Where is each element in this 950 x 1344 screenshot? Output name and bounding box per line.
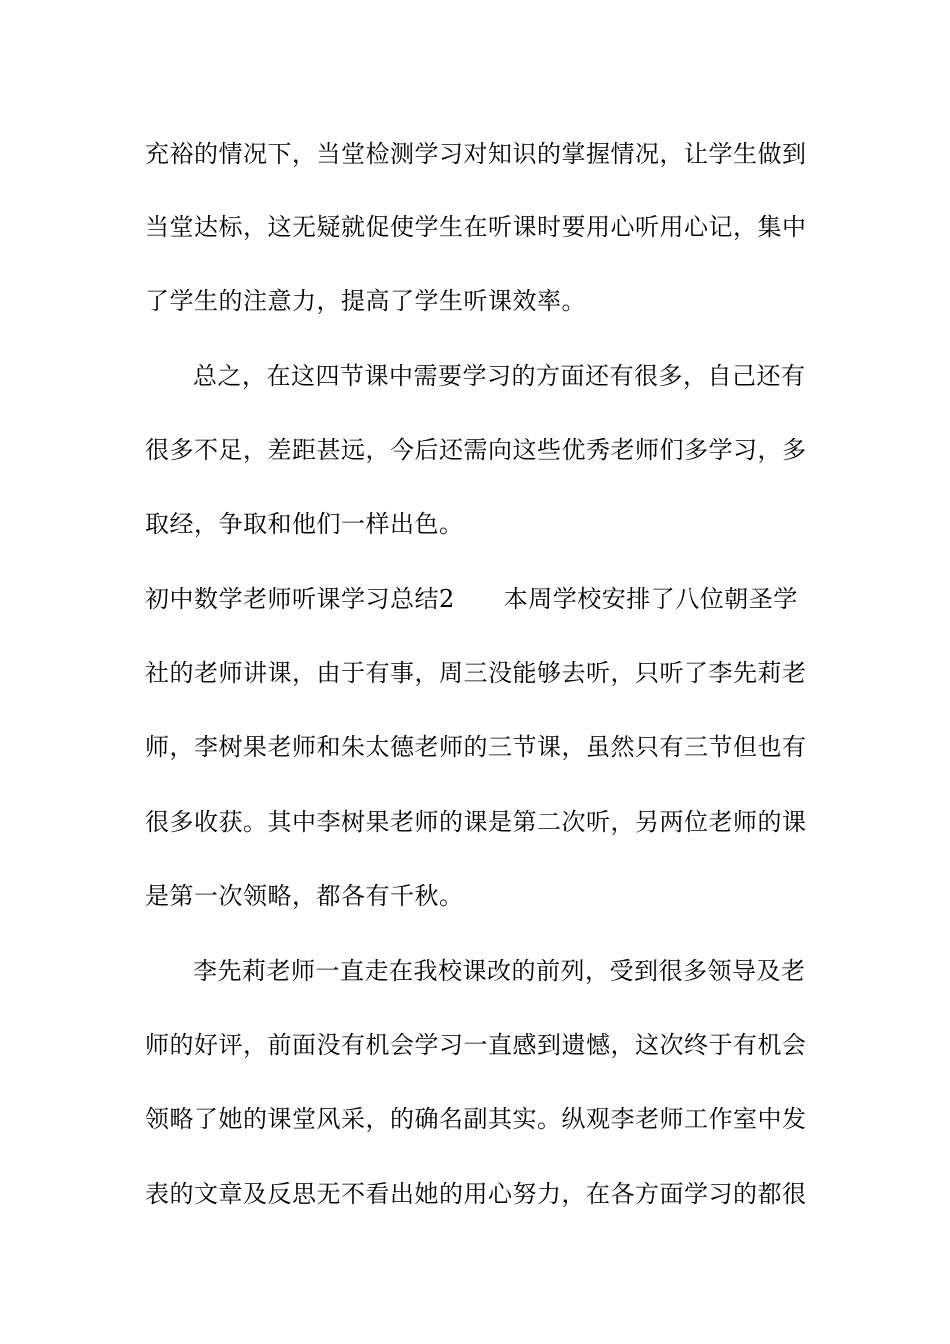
text-line: 当堂达标，这无疑就促使学生在听课时要用心听用心记，集中	[145, 213, 807, 241]
text-line: 很多不足，差距甚远，今后还需向这些优秀老师们多学习，多	[145, 436, 807, 464]
text-line: 李先莉老师一直走在我校课改的前列，受到很多领导及老	[193, 957, 806, 985]
text-line: 表的文章及反思无不看出她的用心努力，在各方面学习的都很	[145, 1180, 807, 1208]
text-line: 社的老师讲课，由于有事，周三没能够去听，只听了李先莉老	[145, 659, 807, 687]
text-line: 领略了她的课堂风采，的确名副其实。纵观李老师工作室中发	[145, 1105, 807, 1133]
text-line: 是第一次领略，都各有千秋。	[145, 882, 464, 910]
text-line: 充裕的情况下，当堂检测学习对知识的掌握情况，让学生做到	[145, 140, 807, 168]
text-line: 初中数学老师听课学习总结2 本周学校安排了八位朝圣学	[145, 585, 798, 613]
text-line: 很多收获。其中李树果老师的课是第二次听，另两位老师的课	[145, 808, 807, 836]
text-line: 取经，争取和他们一样出色。	[145, 510, 464, 538]
text-line: 师，李树果老师和朱太德老师的三节课，虽然只有三节但也有	[145, 733, 807, 761]
text-line: 了学生的注意力，提高了学生听课效率。	[145, 287, 586, 315]
text-line: 师的好评，前面没有机会学习一直感到遗憾，这次终于有机会	[145, 1031, 807, 1059]
text-line: 总之，在这四节课中需要学习的方面还有很多，自己还有	[193, 362, 806, 390]
